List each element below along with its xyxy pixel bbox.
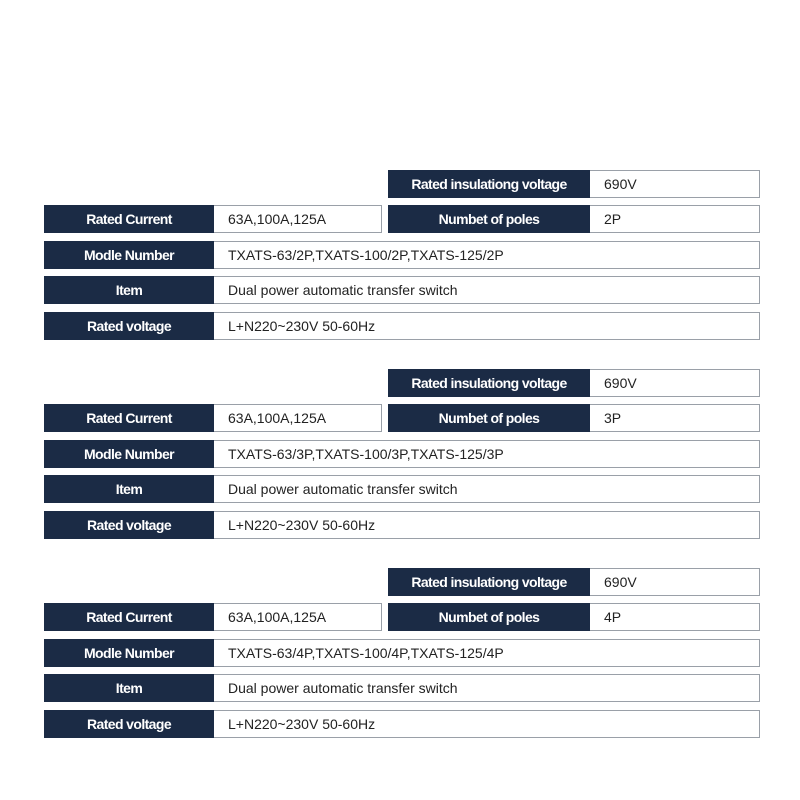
poles-label: Numbet of poles [388, 404, 590, 432]
insulation-voltage-value: 690V [590, 369, 760, 397]
item-label: Item [44, 674, 214, 702]
insulation-voltage-label: Rated insulationg voltage [388, 568, 590, 596]
poles-row [388, 404, 760, 432]
insulation-voltage-row [388, 170, 760, 198]
poles-row [388, 205, 760, 233]
model-number-label: Modle Number [44, 440, 214, 468]
insulation-voltage-row [388, 369, 760, 397]
rated-current-label: Rated Current [44, 603, 214, 631]
rated-current-label: Rated Current [44, 205, 214, 233]
rated-voltage-row [44, 511, 760, 539]
poles-label: Numbet of poles [388, 603, 590, 631]
item-value: Dual power automatic transfer switch [214, 276, 760, 304]
rated-voltage-value: L+N220~230V 50-60Hz [214, 511, 760, 539]
model-number-row [44, 639, 760, 667]
spec-table-3p [0, 369, 800, 541]
rated-voltage-row [44, 312, 760, 340]
item-value: Dual power automatic transfer switch [214, 475, 760, 503]
item-label: Item [44, 276, 214, 304]
item-label: Item [44, 475, 214, 503]
item-value: Dual power automatic transfer switch [214, 674, 760, 702]
model-number-row [44, 241, 760, 269]
insulation-voltage-value: 690V [590, 568, 760, 596]
insulation-voltage-value: 690V [590, 170, 760, 198]
rated-current-value: 63A,100A,125A [214, 404, 382, 432]
rated-voltage-value: L+N220~230V 50-60Hz [214, 710, 760, 738]
model-number-row [44, 440, 760, 468]
poles-row [388, 603, 760, 631]
rated-voltage-label: Rated voltage [44, 312, 214, 340]
rated-voltage-label: Rated voltage [44, 710, 214, 738]
rated-current-row [44, 205, 382, 233]
poles-value: 3P [590, 404, 760, 432]
insulation-voltage-label: Rated insulationg voltage [388, 369, 590, 397]
insulation-voltage-row [388, 568, 760, 596]
rated-current-value: 63A,100A,125A [214, 603, 382, 631]
rated-current-value: 63A,100A,125A [214, 205, 382, 233]
item-row [44, 475, 760, 503]
model-number-label: Modle Number [44, 241, 214, 269]
poles-value: 2P [590, 205, 760, 233]
insulation-voltage-label: Rated insulationg voltage [388, 170, 590, 198]
rated-current-row [44, 603, 382, 631]
model-number-value: TXATS-63/2P,TXATS-100/2P,TXATS-125/2P [214, 241, 760, 269]
spec-table-4p [0, 568, 800, 740]
item-row [44, 276, 760, 304]
poles-label: Numbet of poles [388, 205, 590, 233]
rated-voltage-value: L+N220~230V 50-60Hz [214, 312, 760, 340]
poles-value: 4P [590, 603, 760, 631]
rated-current-label: Rated Current [44, 404, 214, 432]
item-row [44, 674, 760, 702]
model-number-value: TXATS-63/3P,TXATS-100/3P,TXATS-125/3P [214, 440, 760, 468]
spec-table-2p [0, 170, 800, 342]
rated-voltage-row [44, 710, 760, 738]
rated-voltage-label: Rated voltage [44, 511, 214, 539]
model-number-value: TXATS-63/4P,TXATS-100/4P,TXATS-125/4P [214, 639, 760, 667]
rated-current-row [44, 404, 382, 432]
model-number-label: Modle Number [44, 639, 214, 667]
